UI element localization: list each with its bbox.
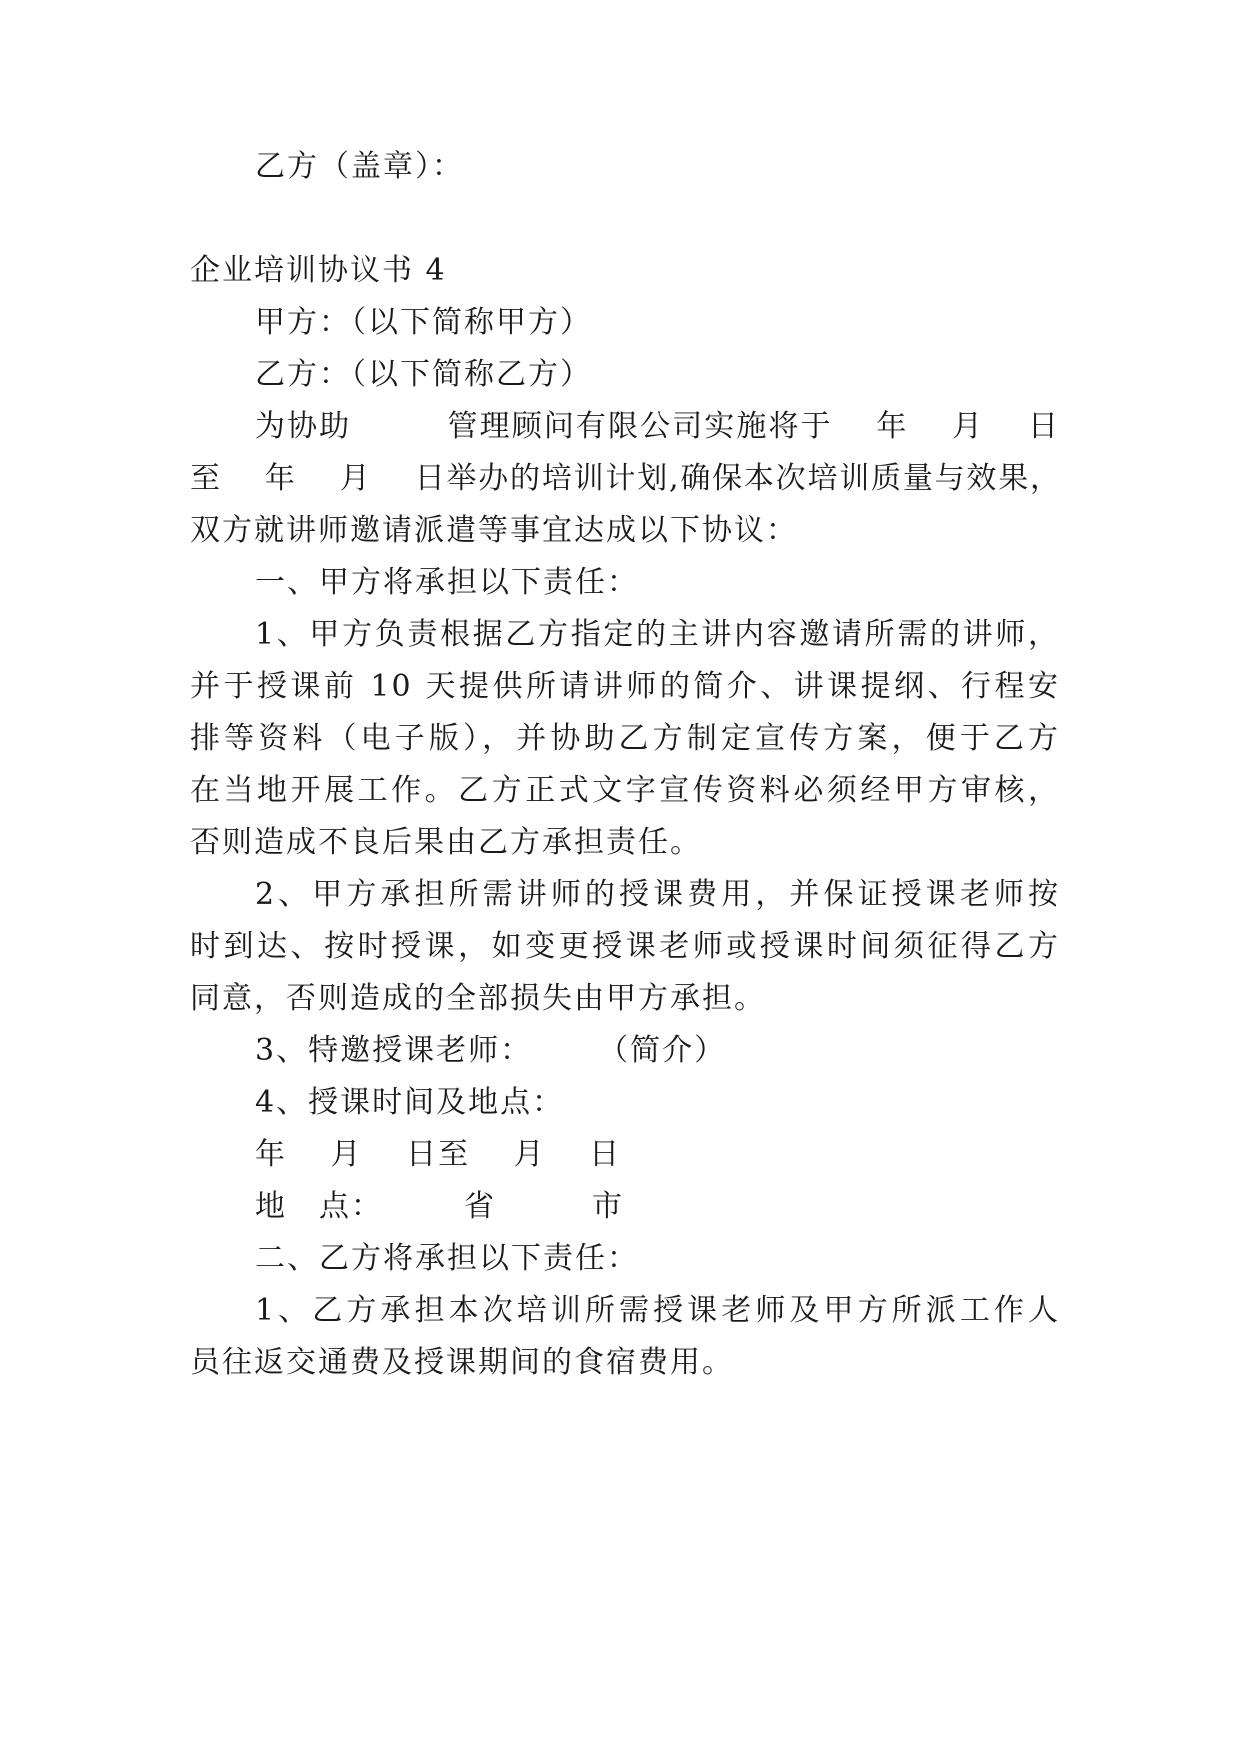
clause-a1-line-2: 并于授课前 10 天提供所请讲师的简介、讲课提纲、行程安 [190, 669, 1060, 704]
paragraph-intro-line-3: 双方就讲师邀请派遣等事宜达成以下协议： [190, 513, 798, 548]
party-b-line: 乙方：（以下简称乙方） [255, 357, 592, 392]
paragraph-intro-line-1: 为协助 管理顾问有限公司实施将于 年 月 日 [255, 409, 1060, 444]
clause-a2-line-3: 同意，否则造成的全部损失由甲方承担。 [190, 981, 766, 1016]
clause-b1-line-1: 1、乙方承担本次培训所需授课老师及甲方所派工作人 [255, 1293, 1060, 1328]
training-date-line: 年 月 日至 月 日 [255, 1137, 622, 1172]
clause-b1-line-2: 员往返交通费及授课期间的食宿费用。 [190, 1345, 734, 1380]
document-title: 企业培训协议书 4 [190, 253, 447, 288]
clause-a4-line: 4、授课时间及地点： [255, 1085, 565, 1120]
section-heading-party-a: 一、甲方将承担以下责任： [255, 565, 639, 600]
clause-a1-line-3: 排等资料（电子版），并协助乙方制定宣传方案，便于乙方 [190, 721, 1060, 756]
section-heading-party-b: 二、乙方将承担以下责任： [255, 1241, 639, 1276]
clause-a2-line-1: 2、甲方承担所需讲师的授课费用，并保证授课老师按 [255, 877, 1060, 912]
party-a-line: 甲方：（以下简称甲方） [255, 305, 592, 340]
party-b-seal-line: 乙方（盖章）： [255, 149, 464, 184]
paragraph-intro-line-2: 至 年 月 日举办的培训计划,确保本次培训质量与效果， [190, 461, 1060, 496]
training-location-line: 地 点： 省 市 [255, 1189, 624, 1224]
clause-a1-line-5: 否则造成不良后果由乙方承担责任。 [190, 825, 702, 860]
clause-a1-line-4: 在当地开展工作。乙方正式文字宣传资料必须经甲方审核， [190, 773, 1060, 808]
clause-a1-line-1: 1、甲方负责根据乙方指定的主讲内容邀请所需的讲师， [255, 617, 1060, 652]
clause-a3-line: 3、特邀授课老师： （简介） [255, 1033, 727, 1068]
clause-a2-line-2: 时到达、按时授课，如变更授课老师或授课时间须征得乙方 [190, 929, 1060, 964]
